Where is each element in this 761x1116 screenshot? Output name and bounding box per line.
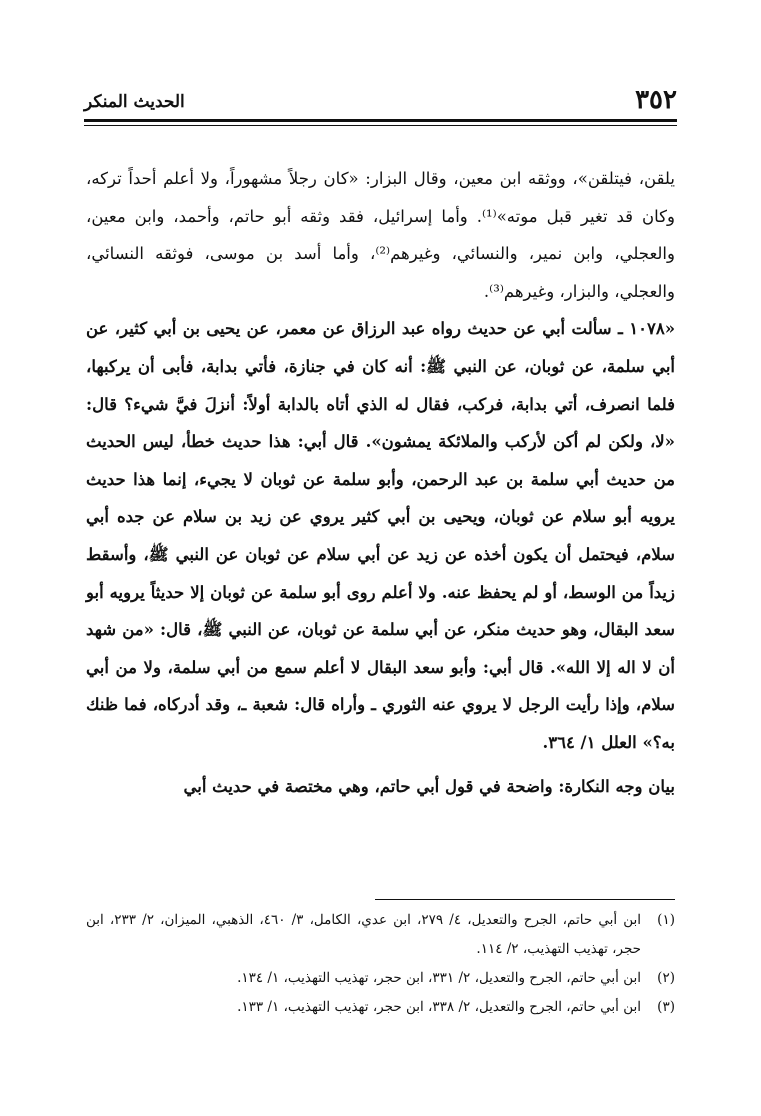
footnote-text: ابن أبي حاتم، الجرح والتعديل، ٤/ ٢٧٩، ابن عدي، الكامل، ٣/ ٤٦٠، الذهبي، الميزان، ٢/ ٢٣٣، ابن حجر، تهذيب التهذيب، ٢/ ١١٤. [86, 912, 642, 957]
footnote-number: (٢) [657, 970, 675, 986]
page-header [84, 84, 677, 114]
header-rule-thin [84, 125, 677, 126]
bayan-paragraph: بيان وجه النكارة: واضحة في قول أبي حاتم، وهي مختصة في حديث أبي [183, 776, 675, 796]
footnote-number: (١) [657, 912, 675, 928]
header-rule-thick [84, 119, 677, 122]
footnote-text: ابن أبي حاتم، الجرح والتعديل، ٢/ ٣٣١، ابن حجر، تهذيب التهذيب، ١/ ١٣٤. [237, 970, 641, 986]
footnote-text: ابن أبي حاتم، الجرح والتعديل، ٢/ ٣٣٨، ابن حجر، تهذيب التهذيب، ١/ ١٣٣. [237, 999, 641, 1015]
entry-paragraph: «١٠٧٨ ـ سألت أبي عن حديث رواه عبد الرزاق عن معمر، عن يحيى بن أبي كثير، عن أبي سلمة، عن ثوبان، عن النبي ﷺ: أنه كان في جنازة، فأتي بدابة، فأبى أن يركبها، فلما انصرف، أتي بدابة، فركب، فقال له الذي أتاه بالدابة أولاً: أنزلَ فيَّ شيء؟ قال: «لا، ولكن لم أكن لأركب والملائكة يمشون». قال أبي: هذا حديث خطأ، ليس الحديث من حديث أبي سلمة بن عبد الرحمن، وأبو سلمة عن ثوبان لا يجيء، إنما هذا حديث يرويه أبو سلام عن ثوبان، ويحيى بن أبي كثير يروي عن زيد بن سلام عن جده أبي سلام، فيحتمل أن يكون أخذه عن زيد عن أبي سلام عن ثوبان عن النبي ﷺ، وأسقط زيداً من الوسط، أو لم يحفظ عنه. ولا أعلم روى أبو سلمة عن ثوبان إلا حديثاً يرويه أبو سعد البقال، وهو حديث منكر، عن أبي سلمة عن ثوبان، عن النبي ﷺ، قال: «من شهد أن لا اله إلا الله». قال أبي: وأبو سعد البقال لا أعلم سمع من أبي سلمة، ولا من أبي سلام، وإذا رأيت الرجل لا يروي عنه الثوري ـ وأراه قال: شعبة ـ، وقد أدركاه، فما ظنك به؟» العلل ١/ ٣٦٤. [86, 319, 675, 752]
running-title: الحديث المنكر [84, 92, 185, 112]
main-text [86, 160, 675, 805]
footnote-separator [375, 899, 675, 900]
lead-paragraph: يلقن، فيتلقن»، ووثقه ابن معين، وقال البزار: «كان رجلاً مشهوراً، ولا أعلم أحداً تركه، وكان قد تغير قبل موته»⁽¹⁾. وأما إسرائيل، فقد وثقه أبو حاتم، وأحمد، وابن معين، والعجلي، وابن نمير، والنسائي، وغيرهم⁽²⁾، وأما أسد بن موسى، فوثقه النسائي، والعجلي، والبزار، وغيرهم⁽³⁾. [86, 169, 675, 301]
footnote [86, 964, 675, 993]
footnotes [86, 906, 675, 1022]
footnote [86, 993, 675, 1022]
footnote [86, 906, 675, 964]
page-number: ٣٥٢ [635, 85, 677, 115]
footnote-number: (٣) [657, 999, 675, 1015]
